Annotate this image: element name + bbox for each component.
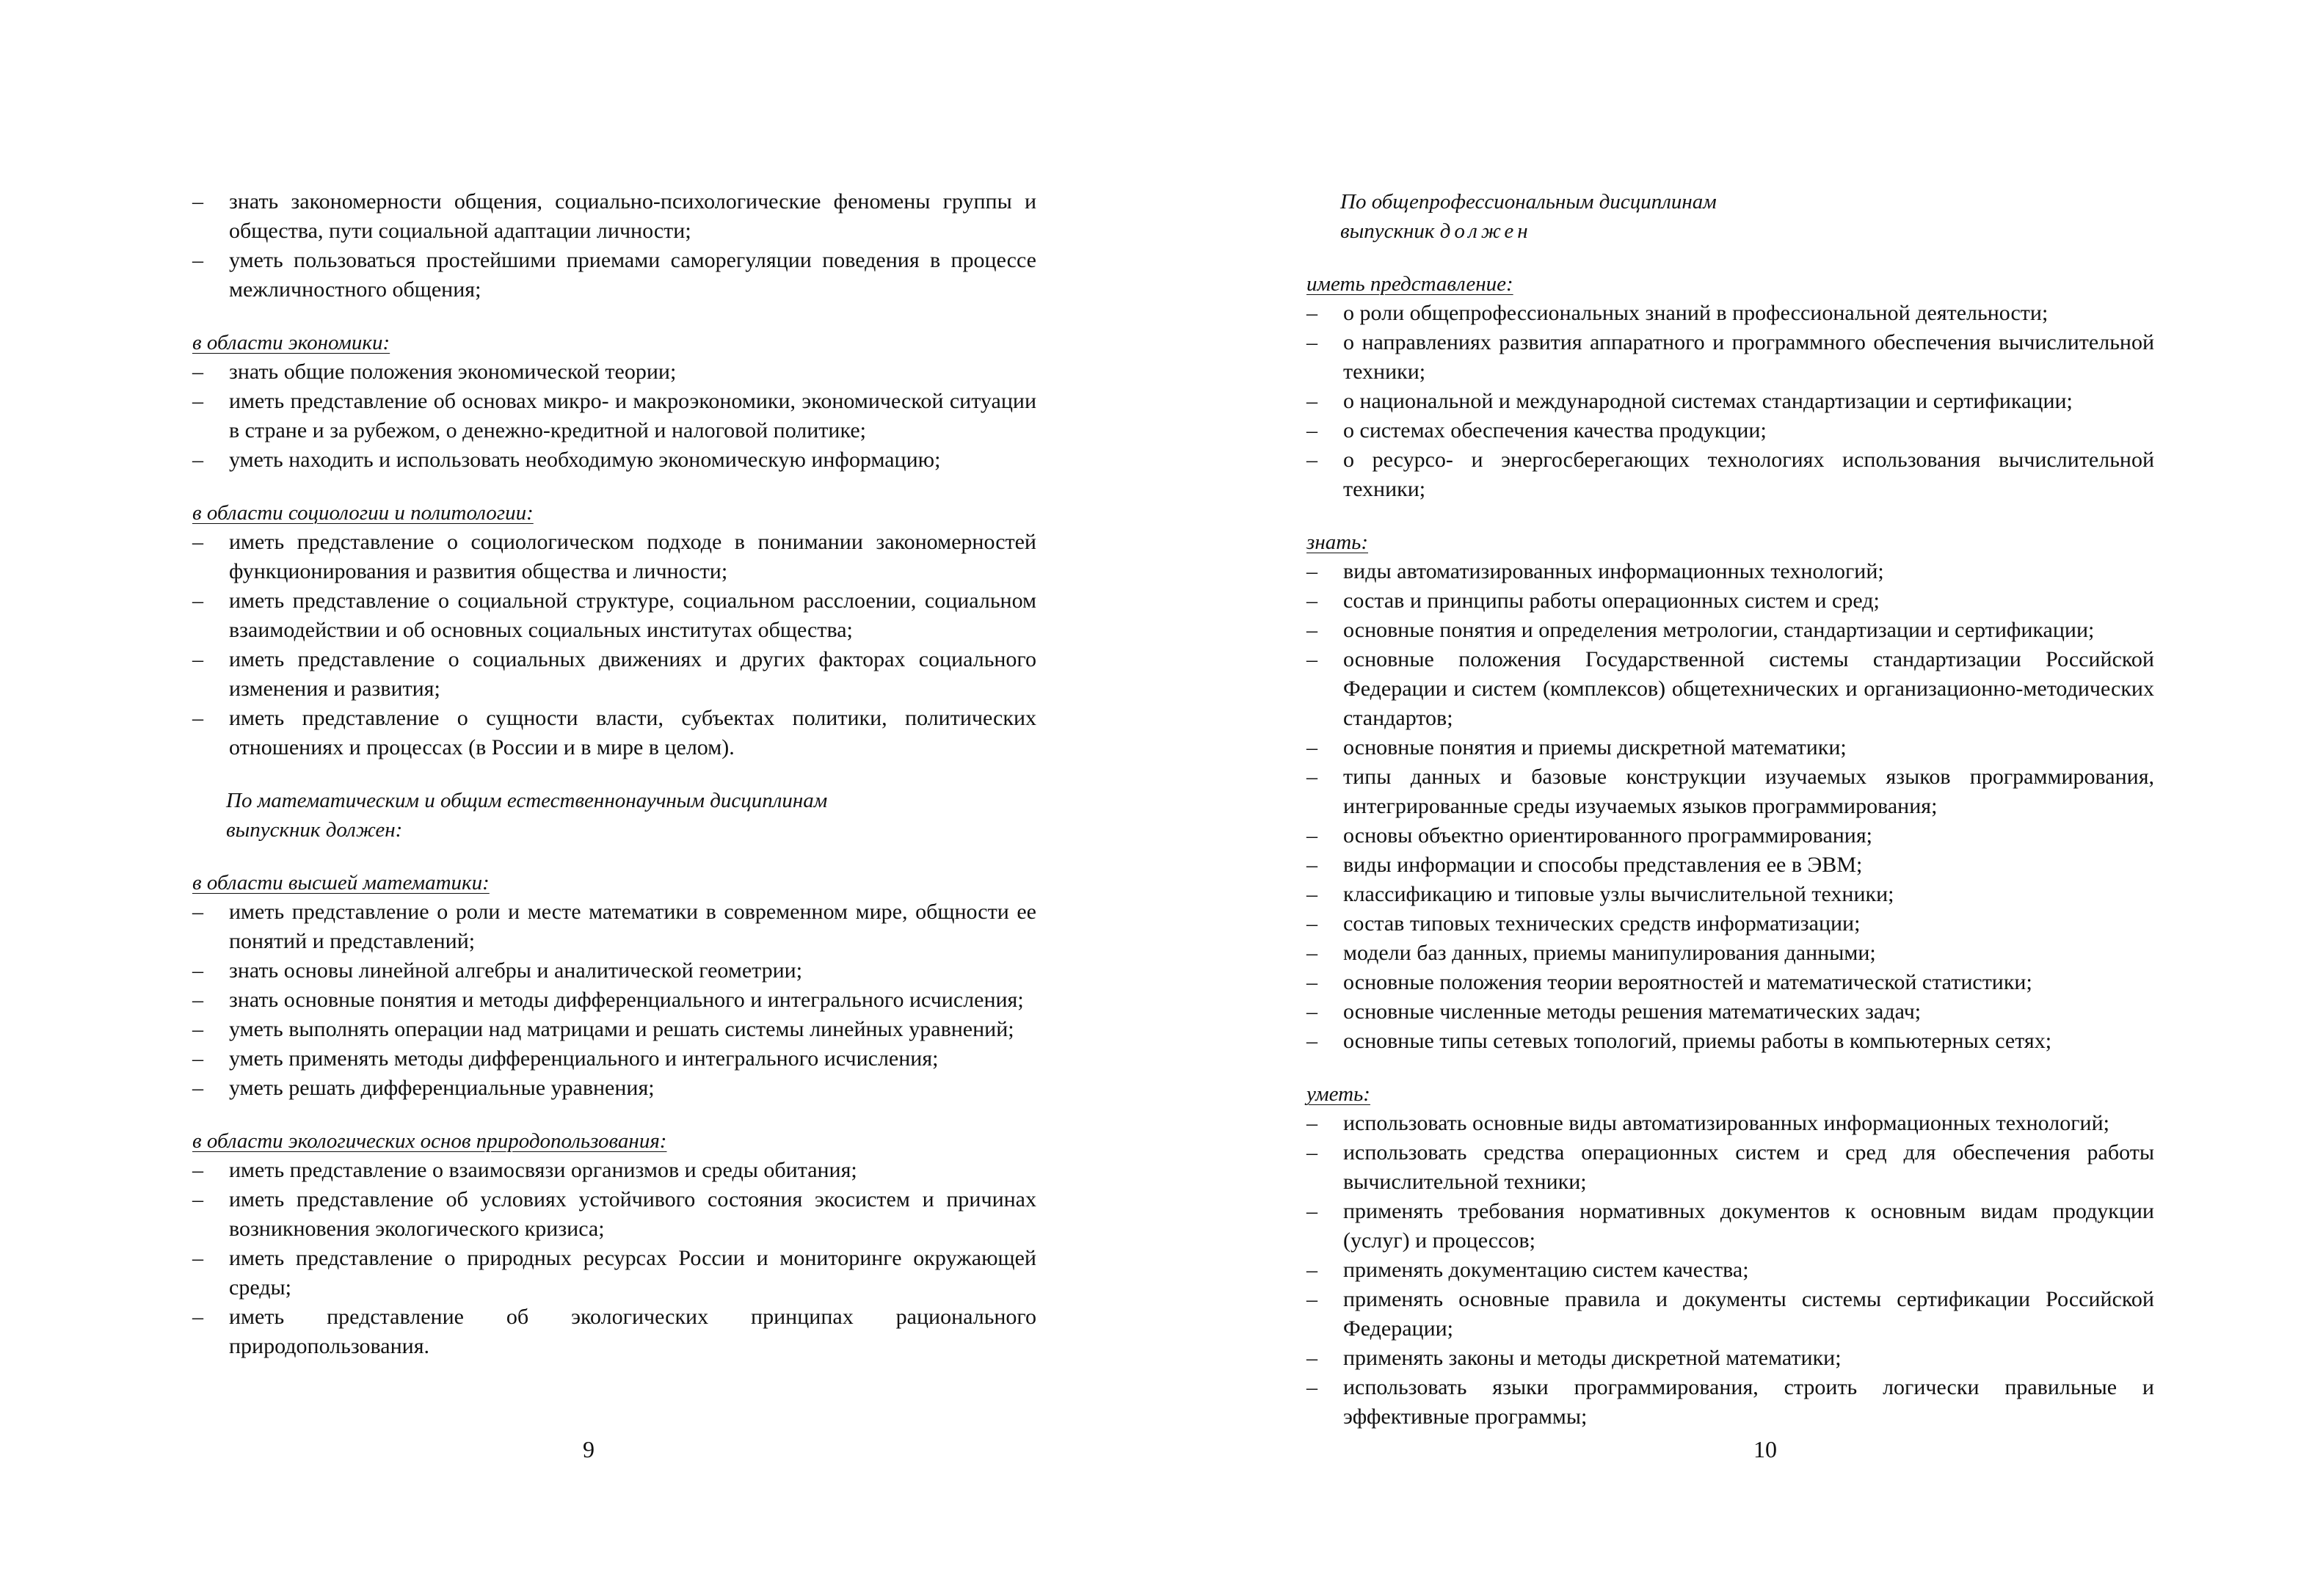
list-item-text: уметь применять методы дифференциального и интегрального исчисления; (229, 1046, 939, 1071)
list-item-text: иметь представление о взаимосвязи организмов и среды обитания; (229, 1158, 857, 1182)
list-item-text: о роли общепрофессиональных знаний в профессиональной деятельности; (1343, 301, 2049, 325)
list-item (192, 1044, 1036, 1074)
dash-bullet: – (1306, 448, 1317, 472)
dash-bullet: – (1306, 1140, 1317, 1165)
list-item (192, 357, 1036, 387)
prof-heading-graduate: выпускник (1340, 219, 1440, 243)
list-item (192, 704, 1036, 762)
dash-bullet: – (1306, 589, 1317, 613)
dash-bullet: – (1306, 301, 1317, 325)
list-item-text: уметь выполнять операции над матрицами и решать системы линейных уравнений; (229, 1017, 1014, 1041)
list-item (1306, 1197, 2154, 1256)
list-item (1306, 968, 2154, 997)
list-item (192, 387, 1036, 445)
list-item-text: виды автоматизированных информационных технологий; (1343, 559, 1884, 583)
economics-list (192, 357, 1036, 475)
list-item (1306, 557, 2154, 586)
list-item (1306, 445, 2154, 504)
list-item-text: состав и принципы работы операционных систем и сред; (1343, 589, 1880, 613)
know-title: знать: (1306, 531, 1368, 554)
dash-bullet: – (192, 530, 203, 554)
list-item (1306, 387, 2154, 416)
list-item-text: иметь представление о социальной структуре, социальном расслоении, социальном взаимодействии и об основных социальных институтах общества; (229, 589, 1036, 642)
prof-heading-must: должен (1439, 219, 1532, 243)
sociology-list (192, 528, 1036, 762)
prof-heading-line1: По общепрофессиональным дисциплинам (1340, 190, 1717, 214)
list-item-text: иметь представление об основах микро- и макроэкономики, экономической ситуации в стране и за рубежом, о денежно-кредитной и налоговой политике; (229, 389, 1036, 442)
list-item (1306, 939, 2154, 968)
intro-list (192, 187, 1036, 305)
dash-bullet: – (1306, 618, 1317, 642)
list-item (1306, 328, 2154, 387)
dash-bullet: – (1306, 1258, 1317, 1282)
dash-bullet: – (1306, 647, 1317, 671)
list-item (1306, 1138, 2154, 1197)
sociology-title: в области социологии и политологии: (192, 501, 534, 525)
list-item (192, 586, 1036, 645)
list-item-text: состав типовых технических средств информатизации; (1343, 911, 1861, 936)
dash-bullet: – (192, 1017, 203, 1041)
list-item (1306, 616, 2154, 645)
right-page (1156, 0, 2312, 1596)
dash-bullet: – (192, 1158, 203, 1182)
list-item (1306, 586, 2154, 616)
dash-bullet: – (1306, 823, 1317, 848)
dash-bullet: – (1306, 389, 1317, 413)
list-item-text: о ресурсо- и энергосберегающих технологиях использования вычислительной техники; (1343, 448, 2154, 501)
prof-heading-line2 (1306, 216, 2154, 246)
list-item (1306, 997, 2154, 1027)
dash-bullet: – (192, 1076, 203, 1100)
dash-bullet: – (1306, 1199, 1317, 1223)
list-item (1306, 850, 2154, 880)
higher-math-list (192, 897, 1036, 1103)
list-item-text: иметь представление о роли и месте математики в современном мире, общности ее понятий и представлений; (229, 900, 1036, 953)
list-item (192, 1015, 1036, 1044)
dash-bullet: – (1306, 1375, 1317, 1399)
dash-bullet: – (192, 589, 203, 613)
dash-bullet: – (1306, 735, 1317, 759)
higher-math-title: в области высшей математики: (192, 871, 490, 894)
list-item (192, 1302, 1036, 1361)
ecology-list (192, 1156, 1036, 1361)
dash-bullet: – (192, 1246, 203, 1270)
dash-bullet: – (192, 647, 203, 671)
list-item (192, 445, 1036, 475)
right-column (1306, 187, 2154, 1432)
dash-bullet: – (192, 1305, 203, 1329)
list-item (1306, 762, 2154, 821)
dash-bullet: – (192, 706, 203, 730)
list-item-text: типы данных и базовые конструкции изучаемых языков программирования, интегрированные среды изучаемых языков программирования; (1343, 765, 2154, 818)
economics-title: в области экономики: (192, 331, 390, 354)
list-item (1306, 416, 2154, 445)
represent-title: иметь представление: (1306, 272, 1513, 296)
list-item-text: знать основные понятия и методы дифференциального и интегрального исчисления; (229, 988, 1024, 1012)
list-item-text: основные положения Государственной системы стандартизации Российской Федерации и систем (комплексов) общетехнических и организационно-методических стандартов; (1343, 647, 2154, 730)
list-item (1306, 1109, 2154, 1138)
list-item-text: иметь представление о сущности власти, субъектах политики, политических отношениях и процессах (в России и в мире в целом). (229, 706, 1036, 759)
list-item-text: использовать средства операционных систем и сред для обеспечения работы вычислительной техники; (1343, 1140, 2154, 1194)
list-item-text: основные понятия и определения метрологии, стандартизации и сертификации; (1343, 618, 2095, 642)
dash-bullet: – (1306, 418, 1317, 442)
dash-bullet: – (192, 900, 203, 924)
list-item-text: иметь представление об условиях устойчивого состояния экосистем и причинах возникновения экологического кризиса; (229, 1187, 1036, 1241)
left-column (192, 187, 1036, 1361)
list-item-text: модели баз данных, приемы манипулирования данными; (1343, 941, 1876, 965)
list-item (192, 1185, 1036, 1244)
list-item-text: уметь находить и использовать необходимую экономическую информацию; (229, 448, 941, 472)
list-item-text: виды информации и способы представления ее в ЭВМ; (1343, 853, 1863, 877)
dash-bullet: – (1306, 882, 1317, 906)
list-item (192, 645, 1036, 704)
list-item (192, 246, 1036, 305)
list-item-text: основные типы сетевых топологий, приемы работы в компьютерных сетях; (1343, 1029, 2052, 1053)
list-item-text: уметь пользоваться простейшими приемами саморегуляции поведения в процессе межличностного общения; (229, 248, 1036, 302)
list-item-text: иметь представление об экологических принципах рационального природопользования. (229, 1305, 1036, 1358)
dash-bullet: – (1306, 911, 1317, 936)
list-item (192, 1156, 1036, 1185)
ecology-title: в области экологических основ природопользования: (192, 1129, 667, 1153)
list-item-text: о направлениях развития аппаратного и программного обеспечения вычислительной техники; (1343, 330, 2154, 384)
list-item (192, 897, 1036, 956)
list-item (1306, 1373, 2154, 1432)
list-item (1306, 1256, 2154, 1285)
list-item-text: использовать основные виды автоматизированных информационных технологий; (1343, 1111, 2109, 1135)
list-item (192, 985, 1036, 1015)
list-item-text: применять требования нормативных документов к основным видам продукции (услуг) и процессов; (1343, 1199, 2154, 1253)
dash-bullet: – (1306, 1287, 1317, 1311)
list-item-text: основные понятия и приемы дискретной математики; (1343, 735, 1847, 759)
dash-bullet: – (1306, 330, 1317, 354)
list-item-text: знать основы линейной алгебры и аналитической геометрии; (229, 958, 803, 983)
dash-bullet: – (192, 389, 203, 413)
dash-bullet: – (192, 189, 203, 214)
able-title: уметь: (1306, 1082, 1370, 1106)
list-item-text: о системах обеспечения качества продукции; (1343, 418, 1767, 442)
list-item (1306, 645, 2154, 733)
list-item-text: о национальной и международной системах стандартизации и сертификации; (1343, 389, 2073, 413)
dash-bullet: – (192, 958, 203, 983)
list-item-text: основы объектно ориентированного программирования; (1343, 823, 1872, 848)
page-number-right: 10 (1753, 1436, 1777, 1462)
list-item (1306, 1344, 2154, 1373)
list-item (192, 187, 1036, 246)
dash-bullet: – (1306, 999, 1317, 1024)
list-item (1306, 1027, 2154, 1056)
dash-bullet: – (1306, 853, 1317, 877)
dash-bullet: – (1306, 941, 1317, 965)
represent-list (1306, 299, 2154, 504)
list-item (1306, 733, 2154, 762)
list-item-text: основные положения теории вероятностей и математической статистики; (1343, 970, 2032, 994)
list-item-text: применять законы и методы дискретной математики; (1343, 1346, 1842, 1370)
list-item (192, 528, 1036, 586)
dash-bullet: – (1306, 1029, 1317, 1053)
list-item-text: уметь решать дифференциальные уравнения; (229, 1076, 655, 1100)
list-item (192, 1244, 1036, 1302)
list-item-text: иметь представление о социологическом подходе в понимании закономерностей функционирования и развития общества и личности; (229, 530, 1036, 583)
dash-bullet: – (192, 988, 203, 1012)
list-item (192, 956, 1036, 985)
list-item-text: классификацию и типовые узлы вычислительной техники; (1343, 882, 1894, 906)
list-item-text: иметь представление о социальных движениях и других факторах социального изменения и развития; (229, 647, 1036, 701)
list-item (1306, 880, 2154, 909)
dash-bullet: – (1306, 1346, 1317, 1370)
dash-bullet: – (192, 448, 203, 472)
list-item (192, 1074, 1036, 1103)
dash-bullet: – (1306, 765, 1317, 789)
list-item (1306, 299, 2154, 328)
list-item (1306, 1285, 2154, 1344)
page-number-left: 9 (583, 1436, 595, 1462)
list-item-text: знать закономерности общения, социально-психологические феномены группы и общества, пути социальной адаптации личности; (229, 189, 1036, 243)
dash-bullet: – (192, 1046, 203, 1071)
dash-bullet: – (1306, 559, 1317, 583)
list-item (1306, 821, 2154, 850)
list-item-text: знать общие положения экономической теории; (229, 360, 677, 384)
math-heading-line2: выпускник должен: (226, 818, 403, 842)
dash-bullet: – (192, 360, 203, 384)
dash-bullet: – (192, 248, 203, 272)
know-list (1306, 557, 2154, 1056)
dash-bullet: – (1306, 1111, 1317, 1135)
list-item-text: использовать языки программирования, строить логически правильные и эффективные программы; (1343, 1375, 2154, 1429)
list-item-text: применять документацию систем качества; (1343, 1258, 1749, 1282)
list-item-text: иметь представление о природных ресурсах России и мониторинге окружающей среды; (229, 1246, 1036, 1300)
list-item-text: основные численные методы решения математических задач; (1343, 999, 1922, 1024)
list-item-text: применять основные правила и документы системы сертификации Российской Федерации; (1343, 1287, 2154, 1341)
able-list (1306, 1109, 2154, 1432)
dash-bullet: – (1306, 970, 1317, 994)
dash-bullet: – (192, 1187, 203, 1211)
math-heading-line1: По математическим и общим естественнонаучным дисциплинам (226, 789, 828, 812)
list-item (1306, 909, 2154, 939)
